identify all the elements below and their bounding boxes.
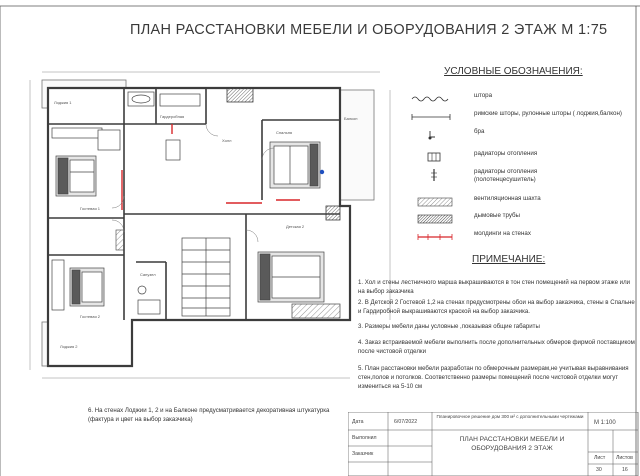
room-label-loggia2: Лоджия 2 <box>60 344 78 349</box>
note-2: 2. В Детской 2 Гостевой 1,2 на стенах предусмотрены обои на выбор заказчика, стены в Спальне и Гардиробной выкрашиваются краской на выбор заказчика. <box>358 299 635 316</box>
room-label-hall: Холл <box>222 138 232 143</box>
blue-mark <box>320 170 324 174</box>
wardrobe-guest-1 <box>52 128 102 138</box>
legend-label: штора <box>474 92 493 99</box>
sheet-title: ПЛАН РАССТАНОВКИ МЕБЕЛИ И ОБОРУДОВАНИЯ 2 ЭТАЖ М 1:75 <box>130 22 608 38</box>
curtain-wavy-line-icon <box>410 93 460 105</box>
note-1: 1. Хол и стены лестничного марша выкрашиваются в тон стен помещений на первом этаже или на выбор заказчика <box>358 279 631 296</box>
legend-label: римские шторы, рулонные шторы ( лоджия,балкон) <box>474 110 622 117</box>
staircase <box>182 238 230 316</box>
notes-title: ПРИМЕЧАНИЕ: <box>472 254 546 265</box>
chimney-hatch-icon <box>410 213 460 225</box>
chimney-hatch-2 <box>326 206 340 220</box>
roman-blind-line-icon <box>410 111 460 123</box>
stamp-sheet-no: 30 <box>596 467 602 473</box>
legend-label: дымовые трубы <box>474 212 521 219</box>
legend-label: радиаторы отопления (полотенцесушитель) <box>474 168 538 183</box>
vent-shaft-hatch-icon <box>410 196 460 208</box>
towel-radiator-icon <box>410 169 460 181</box>
room-label-bedroom: Спальня <box>276 130 293 135</box>
bed-guest-1 <box>56 156 96 196</box>
stamp-date-value: 6/07/2022 <box>394 419 418 425</box>
stamp-date-label: Дата <box>352 419 364 425</box>
bra-lamp-icon <box>410 129 460 141</box>
room-label-bathroom: Санузел <box>140 272 156 277</box>
stamp-customer-label: Заказчик <box>352 451 374 457</box>
legend-label: вентиляционная шахта <box>474 195 541 202</box>
legend-label: молдинги на стенах <box>474 230 531 237</box>
title-block <box>348 412 640 476</box>
legend-row-towel-radiator <box>410 168 638 188</box>
stamp-description: Планировочное решение дом 300 м² с дополнительными чертежами <box>436 414 584 419</box>
room-label-loggia1: Лоджия 1 <box>54 100 72 105</box>
balcony-right <box>340 90 374 200</box>
bed-master <box>270 142 320 188</box>
legend-row-molding <box>410 230 638 244</box>
room-label-balcony: Балкон <box>344 116 358 121</box>
stamp-sheets-no: 16 <box>622 467 628 473</box>
children-desk <box>292 304 340 318</box>
note-5: 5. План расстановки мебели разработан по обмерочным размерам,не учитывая выравнивания стен,полов и потолков. Соответственно размеры помещений после чистовой отделки могут измениться на 5-10 см <box>358 365 629 391</box>
vent-shaft-hatch <box>116 230 124 250</box>
legend-label: бра <box>474 128 485 135</box>
stamp-sheet-label: Лист <box>594 455 606 461</box>
legend-row-blinds <box>410 110 638 124</box>
stamp-executor-label: Выполнил <box>352 435 377 441</box>
room-label-guest1: Гостевая 1 <box>80 206 100 211</box>
stamp-sheet-title: ПЛАН РАССТАНОВКИ МЕБЕЛИ И ОБОРУДОВАНИЯ 2 ЭТАЖ <box>459 436 565 452</box>
desk-guest-1 <box>98 130 120 150</box>
legend-label: радиаторы отопления <box>474 150 538 157</box>
legend-row-vent <box>410 195 638 209</box>
wardrobe-guest-2 <box>52 260 64 310</box>
legend-row-bra <box>410 128 638 142</box>
stamp-sheets-label: Листов <box>616 455 633 461</box>
room-label-wardrobe: Гардеробная <box>160 114 185 119</box>
room-label-guest2: Гостевая 2 <box>80 314 100 319</box>
bed-guest-2 <box>70 268 104 306</box>
room-label-children2: Детская 2 <box>286 224 305 229</box>
note-4: 4. Заказ встраиваемой мебели выполнить после дополнительных обмеров фирмой поставщиком после чистовой отделки <box>358 339 635 356</box>
legend-row-chimney <box>410 212 638 226</box>
chimney-hatch <box>227 88 253 102</box>
wall-molding-icon <box>410 231 460 243</box>
legend-row-curtain <box>410 92 638 106</box>
bed-children-2 <box>258 252 324 302</box>
note-6: 6. На стенах Лоджии 1, 2 и на Балконе предусматривается декоративная штукатурка (фактура и цвет на выбор заказчика) <box>88 407 330 424</box>
radiator-icon <box>410 151 460 163</box>
legend-row-radiator <box>410 150 638 164</box>
note-3: 3. Размеры мебели даны условные ,показывая общие габариты <box>358 323 540 330</box>
stamp-scale: М 1:100 <box>594 420 616 426</box>
legend-title: УСЛОВНЫЕ ОБОЗНАЧЕНИЯ: <box>444 66 583 77</box>
